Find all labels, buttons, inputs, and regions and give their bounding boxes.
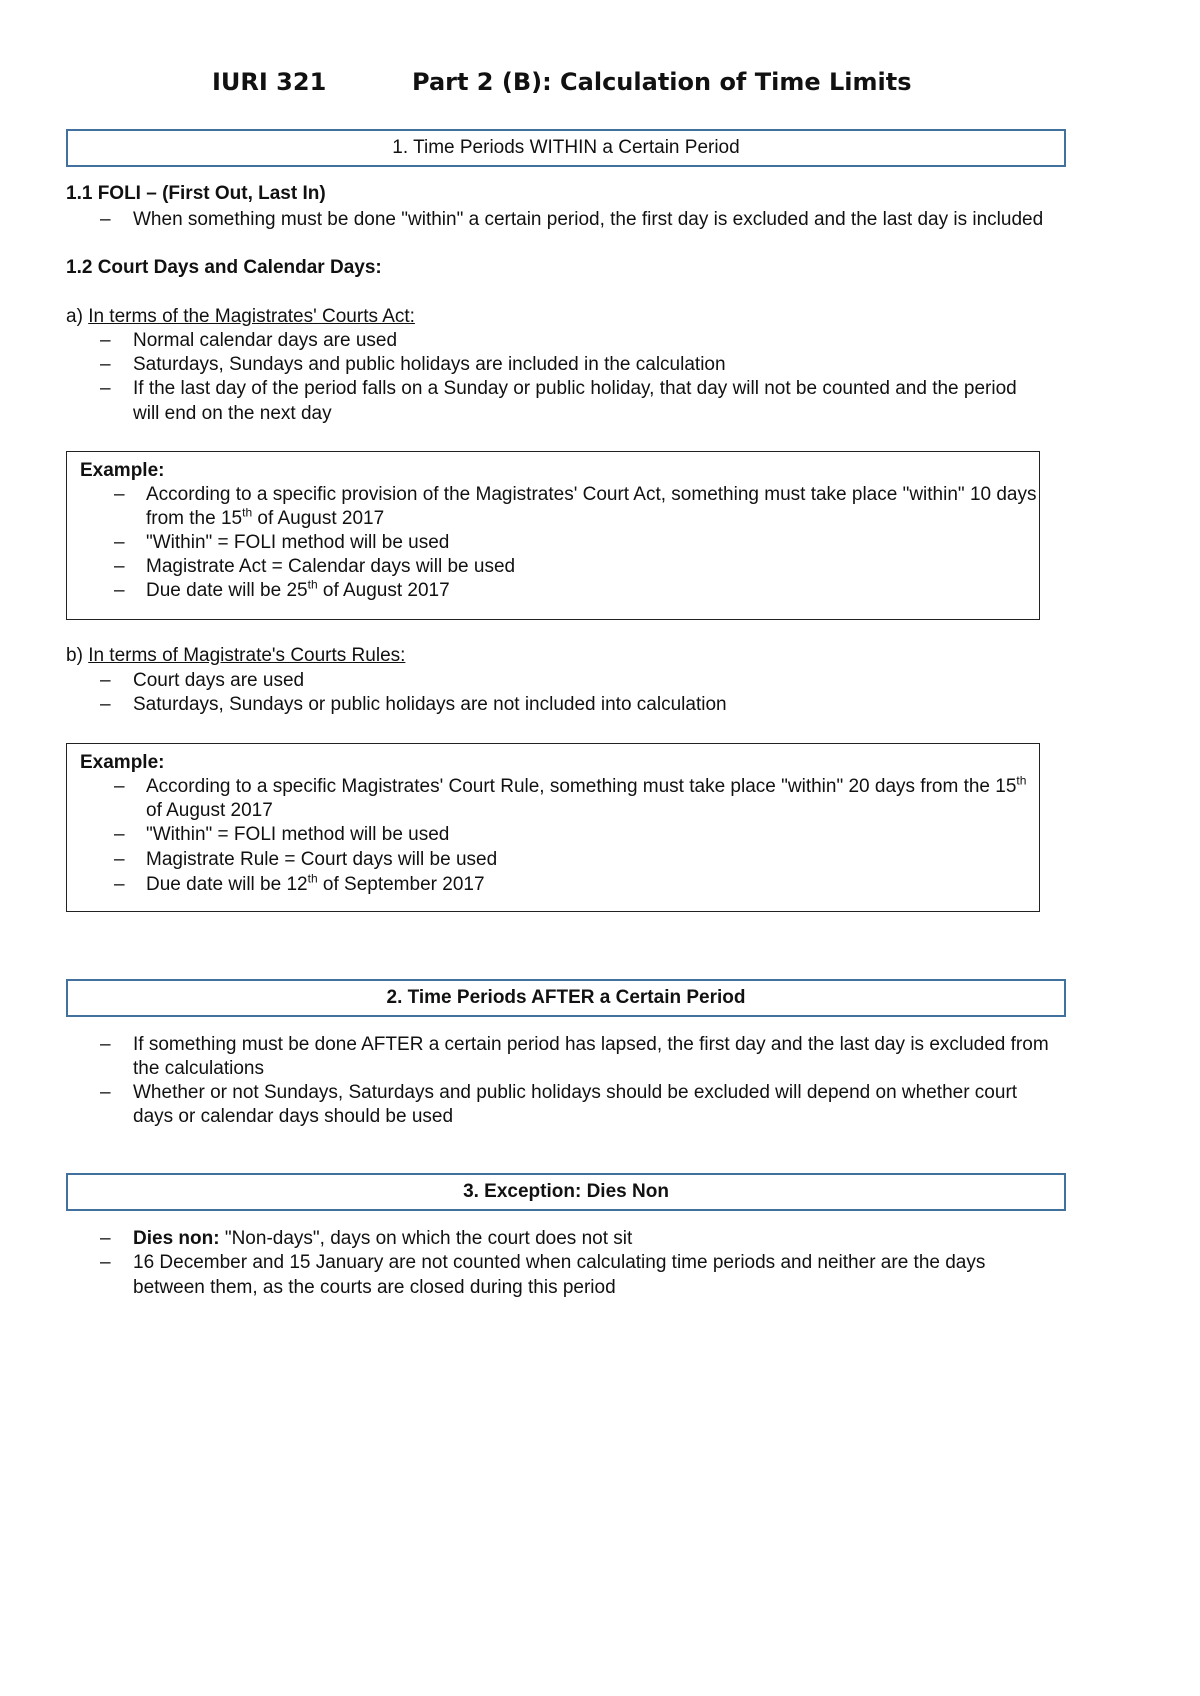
bullet-dash: – — [114, 532, 125, 553]
example-line: Magistrate Act = Calendar days will be used — [146, 556, 516, 577]
list-item: Whether or not Sundays, Saturdays and public holidays should be excluded will depend on whether court — [133, 1082, 1018, 1103]
bullet-dash: – — [100, 1082, 111, 1103]
example-line: "Within" = FOLI method will be used — [146, 532, 450, 553]
text-span: th — [307, 577, 318, 592]
bullet-dash: – — [100, 694, 111, 715]
subsection-a — [66, 305, 415, 329]
list-item: Court days are used — [133, 670, 305, 691]
bullet-dash: – — [114, 776, 125, 797]
list-item: Saturdays, Sundays and public holidays are included in the calculation — [133, 354, 726, 375]
bullet-dash: – — [100, 378, 111, 399]
foli-heading: 1.1 FOLI – (First Out, Last In) — [66, 183, 326, 204]
bullet-dash: – — [100, 209, 111, 230]
text-span: th — [242, 505, 253, 520]
text-span: th — [307, 871, 318, 886]
text-span: of August 2017 — [317, 580, 450, 601]
section1-heading: 1. Time Periods WITHIN a Certain Period — [66, 129, 1066, 167]
list-item-continued: days or calendar days should be used — [133, 1106, 454, 1127]
list-item: Normal calendar days are used — [133, 330, 398, 351]
text-span: of September 2017 — [317, 874, 485, 895]
list-item: If the last day of the period falls on a Sunday or public holiday, that day will not be counted and the period — [133, 378, 1017, 399]
bullet-dash: – — [114, 556, 125, 577]
section3-heading: 3. Exception: Dies Non — [66, 1173, 1066, 1211]
bullet-dash: – — [114, 484, 125, 505]
bullet-dash: – — [114, 849, 125, 870]
example-line: Magistrate Rule = Court days will be used — [146, 849, 498, 870]
list-item-continued: will end on the next day — [133, 403, 332, 424]
bullet-dash: – — [100, 330, 111, 351]
example-line: of August 2017 — [146, 800, 273, 821]
bullet-dash: – — [114, 824, 125, 845]
course-code: IURI 321 — [212, 68, 327, 96]
subsection-b — [66, 644, 405, 668]
example-label: Example: — [80, 460, 165, 481]
bullet-dash: – — [114, 874, 125, 895]
example-label: Example: — [80, 752, 165, 773]
example-line — [146, 873, 485, 897]
bullet-dash: – — [100, 1228, 111, 1249]
bullet-dash: – — [114, 580, 125, 601]
example-line — [146, 775, 1026, 799]
text-span: b) — [66, 645, 89, 666]
example-line — [146, 579, 450, 603]
text-span: a) — [66, 306, 89, 327]
list-item-continued: between them, as the courts are closed during this period — [133, 1277, 616, 1298]
text-span: In terms of Magistrate's Courts Rules: — [88, 645, 406, 666]
example-line: According to a specific provision of the Magistrates' Court Act, something must take place "within" 10 days — [146, 484, 1037, 505]
bullet-dash: – — [100, 354, 111, 375]
text-span: of August 2017 — [252, 508, 385, 529]
text-span: "Non-days", days on which the court does not sit — [219, 1228, 633, 1249]
bullet-dash: – — [100, 670, 111, 691]
text-span: from the 15 — [146, 508, 243, 529]
court-days-heading: 1.2 Court Days and Calendar Days: — [66, 257, 382, 278]
text-span: According to a specific Magistrates' Court Rule, something must take place "within" 20 days from the 15 — [146, 776, 1017, 797]
text-span: Dies non: — [133, 1228, 220, 1249]
bullet-dash: – — [100, 1034, 111, 1055]
foli-bullet: When something must be done "within" a certain period, the first day is excluded and the last day is included — [133, 209, 1044, 230]
page-title: Part 2 (B): Calculation of Time Limits — [412, 68, 912, 96]
list-item-continued: the calculations — [133, 1058, 264, 1079]
example-line: "Within" = FOLI method will be used — [146, 824, 450, 845]
list-item: 16 December and 15 January are not counted when calculating time periods and neither are the days — [133, 1252, 986, 1273]
list-item — [133, 1227, 632, 1251]
example-line — [146, 507, 384, 531]
text-span: Due date will be 25 — [146, 580, 308, 601]
text-span: th — [1016, 773, 1027, 788]
list-item: If something must be done AFTER a certain period has lapsed, the first day and the last day is excluded from — [133, 1034, 1049, 1055]
section2-heading: 2. Time Periods AFTER a Certain Period — [66, 979, 1066, 1017]
list-item: Saturdays, Sundays or public holidays are not included into calculation — [133, 694, 727, 715]
bullet-dash: – — [100, 1252, 111, 1273]
text-span: Due date will be 12 — [146, 874, 308, 895]
text-span: In terms of the Magistrates' Courts Act: — [88, 306, 415, 327]
